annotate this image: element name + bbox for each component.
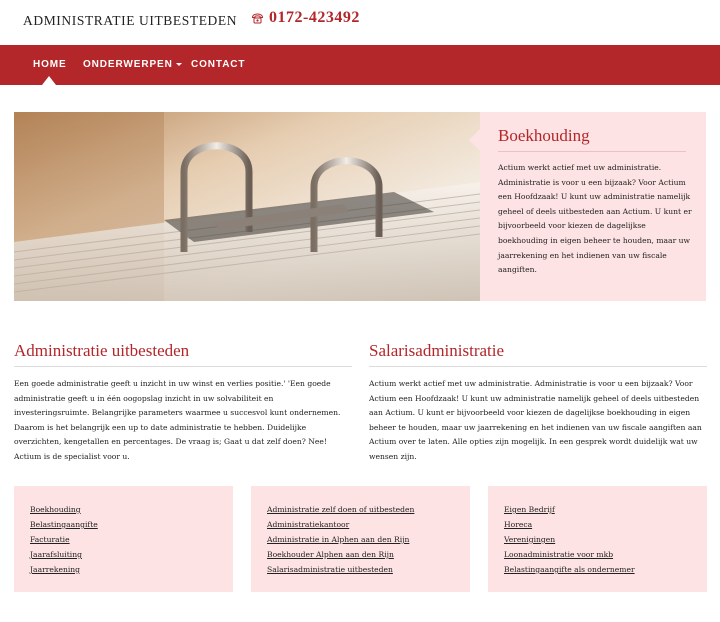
link-box-administratie [251,486,470,592]
link-verenigingen[interactable]: Verenigingen [504,535,556,544]
list-item [504,502,635,517]
link-belastingaangifte-ondernemer[interactable]: Belastingaangifte als ondernemer [504,565,635,574]
link-administratie-alphen[interactable]: Administratie in Alphen aan den Rijn [267,535,410,544]
list-item [30,562,98,577]
hero-divider [498,151,686,152]
list-item [267,532,414,547]
link-belastingaangifte[interactable]: Belastingaangifte [30,520,98,529]
section-title-administratie: Administratie uitbesteden [14,341,190,360]
list-item [504,562,635,577]
nav-onderwerpen-label: ONDERWERPEN [83,59,173,70]
link-horeca[interactable]: Horeca [504,520,533,529]
link-facturatie[interactable]: Facturatie [30,535,70,544]
nav-home[interactable]: HOME [33,59,67,70]
link-jaarafsluiting[interactable]: Jaarafsluiting [30,550,82,559]
section-divider [14,366,352,367]
nav-contact[interactable]: CONTACT [191,59,246,70]
link-eigen-bedrijf[interactable]: Eigen Bedrijf [504,505,555,514]
phone-text: 0172-423492 [269,9,360,26]
list-item [267,517,414,532]
nav-onderwerpen[interactable] [83,59,182,70]
link-administratiekantoor[interactable]: Administratiekantoor [267,520,350,529]
list-item [30,517,98,532]
link-boekhouder-alphen[interactable]: Boekhouder Alphen aan den Rijn [267,550,394,559]
link-box-ondernemers [488,486,707,592]
hero-panel-notch [469,129,480,151]
section-text-administratie: Een goede administratie geeft u inzicht in uw winst en verlies positie.' 'Een goede administratie geeft u in één oogopslag inzicht in uw solvabiliteit en investeringsruimte. Belangrijke parameters waarmee u succesvol kunt ondernemen. Daarom is het belangrijk een up to date administratie te hebben. Duidelijke overzichten, kengetallen en percentages. De vraag is; Gaat u dat zelf doen? Nee! Actium is de specialist voor u. [14,379,341,461]
link-box-boekhouding [14,486,233,592]
site-brand[interactable]: ADMINISTRATIE UITBESTEDEN [23,13,238,28]
phone-icon [251,13,264,24]
list-item [267,502,414,517]
link-salarisadministratie[interactable]: Salarisadministratie uitbesteden [267,565,393,574]
list-item [504,517,635,532]
list-item [30,502,98,517]
main-nav [0,45,720,85]
link-loonadministratie[interactable]: Loonadministratie voor mkb [504,550,614,559]
binder-folder-photo [14,112,480,301]
section-divider [369,366,707,367]
hero-text: Actium werkt actief met uw administratie. Administratie is voor u een bijzaak? Voor Actium een Hoofdzaak! U kunt uw administratie namelijk geheel of deels uitbesteden aan Actium. U kunt er bijvoorbeeld voor kiezen de dagelijkse boekhouding in eigen beheer te houden, maar uw jaarrekening en het indienen van uw fiscale aangiften. [498,163,692,275]
phone-number[interactable] [251,9,360,27]
hero-title: Boekhouding [498,126,590,145]
list-item [267,547,414,562]
hero-image [14,112,480,301]
section-text-salaris: Actium werkt actief met uw administratie. Administratie is voor u een bijzaak? Voor Actium een Hoofdzaak! U kunt uw administratie namelijk geheel of deels uitbesteden aan Actium. U kunt er bijvoorbeeld voor kiezen de dagelijkse boekhouding in eigen beheer te houden, maar uw jaarrekening en het indienen van uw fiscale aangiften aan Actium over te laten. Alle opties zijn mogelijk. In een gesprek wordt duidelijk wat uw wensen zijn. [369,379,702,461]
list-item [504,547,635,562]
link-boekhouding[interactable]: Boekhouding [30,505,81,514]
link-jaarrekening[interactable]: Jaarrekening [30,565,81,574]
top-bar [0,0,720,45]
active-nav-pointer [42,76,56,85]
list-item [267,562,414,577]
list-item [504,532,635,547]
link-zelf-doen[interactable]: Administratie zelf doen of uitbesteden [267,505,415,514]
caret-down-icon [176,63,182,66]
section-title-salaris: Salarisadministratie [369,341,505,360]
list-item [30,547,98,562]
list-item [30,532,98,547]
